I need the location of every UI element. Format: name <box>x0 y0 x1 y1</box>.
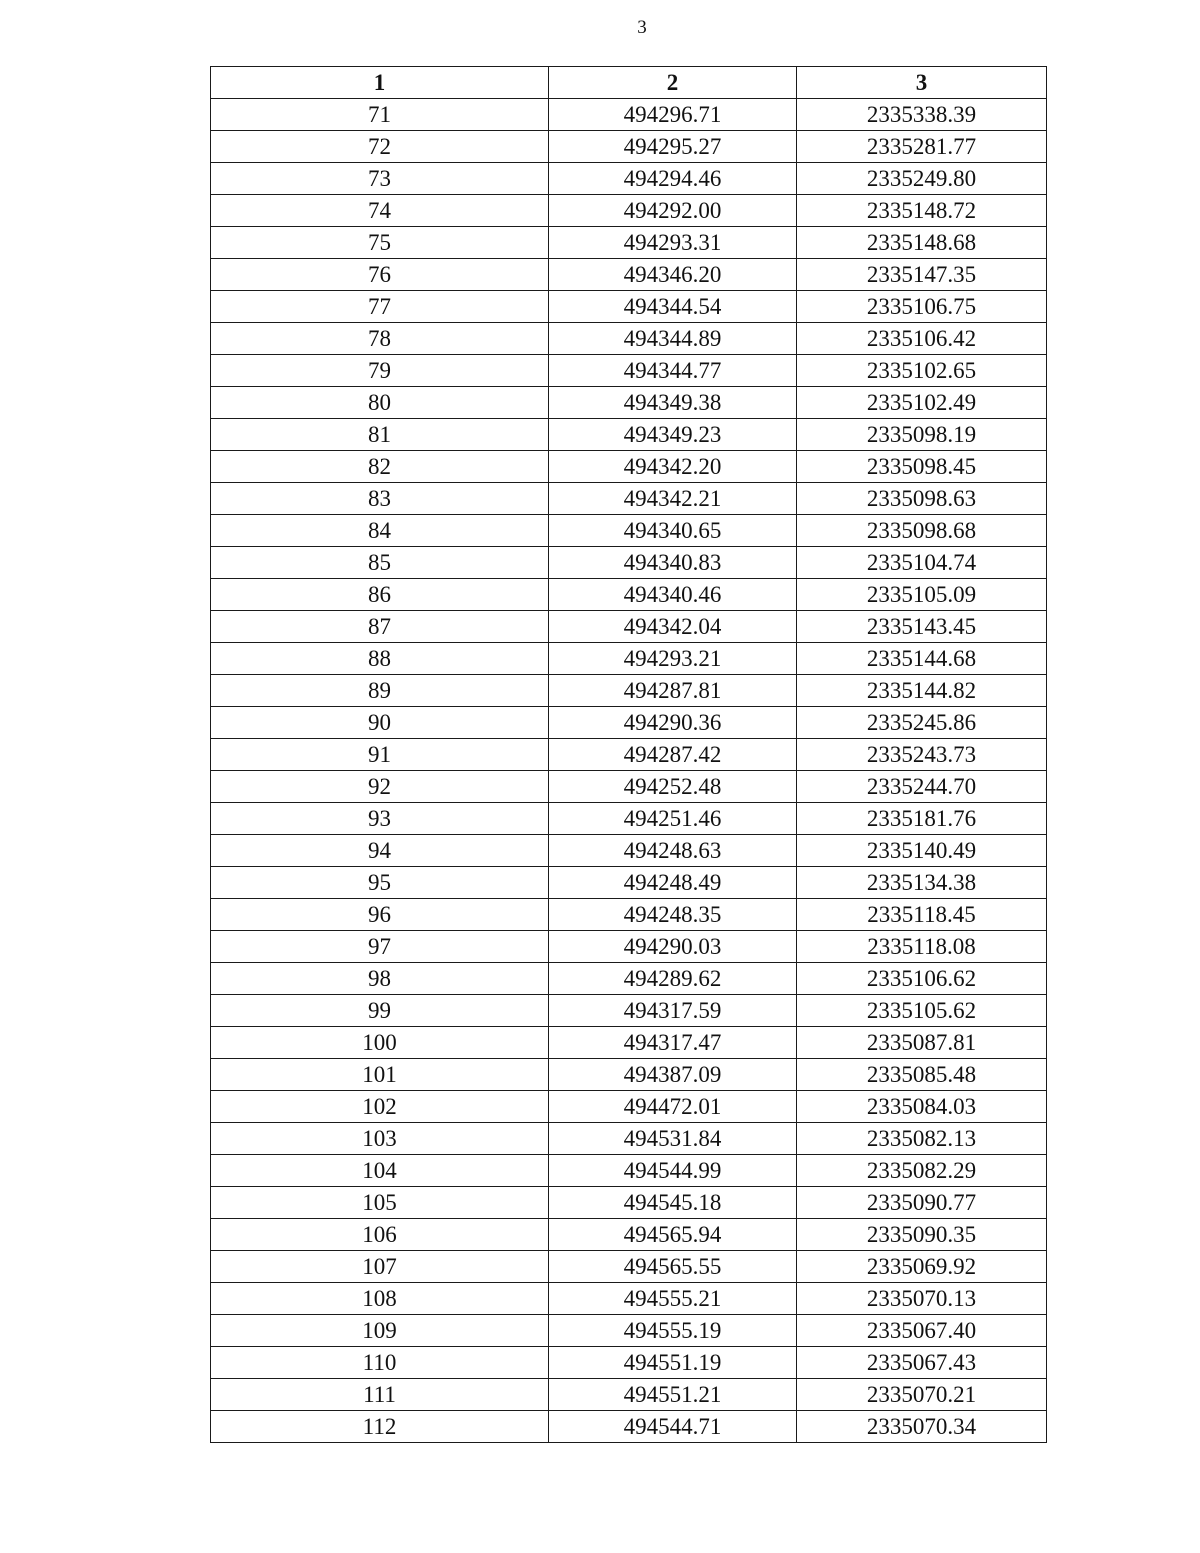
point-number-cell: 97 <box>211 931 549 963</box>
table-row <box>211 803 1047 835</box>
table-row <box>211 1187 1047 1219</box>
point-number-cell: 112 <box>211 1411 549 1443</box>
y-coordinate-cell: 2335098.63 <box>797 483 1047 515</box>
header-row <box>211 67 1047 99</box>
x-coordinate-cell: 494349.38 <box>549 387 797 419</box>
point-number-cell: 94 <box>211 835 549 867</box>
point-number-cell: 72 <box>211 131 549 163</box>
table-row <box>211 1027 1047 1059</box>
x-coordinate-cell: 494344.89 <box>549 323 797 355</box>
table-row <box>211 1251 1047 1283</box>
point-number-cell: 78 <box>211 323 549 355</box>
x-coordinate-cell: 494340.83 <box>549 547 797 579</box>
table-row <box>211 1091 1047 1123</box>
point-number-cell: 76 <box>211 259 549 291</box>
point-number-cell: 106 <box>211 1219 549 1251</box>
table-row <box>211 99 1047 131</box>
y-coordinate-cell: 2335144.68 <box>797 643 1047 675</box>
table-row <box>211 1411 1047 1443</box>
column-header-y-coordinate: 3 <box>797 67 1047 99</box>
x-coordinate-cell: 494346.20 <box>549 259 797 291</box>
y-coordinate-cell: 2335090.35 <box>797 1219 1047 1251</box>
x-coordinate-cell: 494349.23 <box>549 419 797 451</box>
x-coordinate-cell: 494252.48 <box>549 771 797 803</box>
table-row <box>211 163 1047 195</box>
y-coordinate-cell: 2335104.74 <box>797 547 1047 579</box>
page-number: 3 <box>637 17 647 38</box>
y-coordinate-cell: 2335067.43 <box>797 1347 1047 1379</box>
x-coordinate-cell: 494344.54 <box>549 291 797 323</box>
point-number-cell: 89 <box>211 675 549 707</box>
point-number-cell: 95 <box>211 867 549 899</box>
point-number-cell: 100 <box>211 1027 549 1059</box>
y-coordinate-cell: 2335082.29 <box>797 1155 1047 1187</box>
coordinates-table <box>210 66 1047 1443</box>
table-row <box>211 1155 1047 1187</box>
point-number-cell: 108 <box>211 1283 549 1315</box>
point-number-cell: 87 <box>211 611 549 643</box>
x-coordinate-cell: 494287.42 <box>549 739 797 771</box>
x-coordinate-cell: 494290.03 <box>549 931 797 963</box>
table-row <box>211 1219 1047 1251</box>
y-coordinate-cell: 2335067.40 <box>797 1315 1047 1347</box>
table-row <box>211 1379 1047 1411</box>
table-row <box>211 899 1047 931</box>
x-coordinate-cell: 494317.47 <box>549 1027 797 1059</box>
y-coordinate-cell: 2335102.65 <box>797 355 1047 387</box>
y-coordinate-cell: 2335181.76 <box>797 803 1047 835</box>
y-coordinate-cell: 2335147.35 <box>797 259 1047 291</box>
table-row <box>211 739 1047 771</box>
table-row <box>211 131 1047 163</box>
point-number-cell: 84 <box>211 515 549 547</box>
point-number-cell: 80 <box>211 387 549 419</box>
x-coordinate-cell: 494293.21 <box>549 643 797 675</box>
y-coordinate-cell: 2335106.62 <box>797 963 1047 995</box>
y-coordinate-cell: 2335070.34 <box>797 1411 1047 1443</box>
table-row <box>211 707 1047 739</box>
y-coordinate-cell: 2335118.45 <box>797 899 1047 931</box>
column-header-point-number: 1 <box>211 67 549 99</box>
point-number-cell: 91 <box>211 739 549 771</box>
point-number-cell: 107 <box>211 1251 549 1283</box>
point-number-cell: 109 <box>211 1315 549 1347</box>
x-coordinate-cell: 494545.18 <box>549 1187 797 1219</box>
x-coordinate-cell: 494544.71 <box>549 1411 797 1443</box>
x-coordinate-cell: 494551.21 <box>549 1379 797 1411</box>
x-coordinate-cell: 494340.65 <box>549 515 797 547</box>
y-coordinate-cell: 2335105.09 <box>797 579 1047 611</box>
table-row <box>211 547 1047 579</box>
point-number-cell: 92 <box>211 771 549 803</box>
point-number-cell: 74 <box>211 195 549 227</box>
table-row <box>211 291 1047 323</box>
x-coordinate-cell: 494551.19 <box>549 1347 797 1379</box>
x-coordinate-cell: 494344.77 <box>549 355 797 387</box>
point-number-cell: 99 <box>211 995 549 1027</box>
y-coordinate-cell: 2335134.38 <box>797 867 1047 899</box>
x-coordinate-cell: 494472.01 <box>549 1091 797 1123</box>
x-coordinate-cell: 494292.00 <box>549 195 797 227</box>
y-coordinate-cell: 2335244.70 <box>797 771 1047 803</box>
point-number-cell: 79 <box>211 355 549 387</box>
y-coordinate-cell: 2335098.45 <box>797 451 1047 483</box>
y-coordinate-cell: 2335281.77 <box>797 131 1047 163</box>
y-coordinate-cell: 2335140.49 <box>797 835 1047 867</box>
point-number-cell: 110 <box>211 1347 549 1379</box>
y-coordinate-cell: 2335069.92 <box>797 1251 1047 1283</box>
y-coordinate-cell: 2335106.75 <box>797 291 1047 323</box>
table-row <box>211 387 1047 419</box>
table-row <box>211 195 1047 227</box>
table-row <box>211 771 1047 803</box>
x-coordinate-cell: 494248.63 <box>549 835 797 867</box>
table-row <box>211 1123 1047 1155</box>
point-number-cell: 75 <box>211 227 549 259</box>
y-coordinate-cell: 2335082.13 <box>797 1123 1047 1155</box>
x-coordinate-cell: 494531.84 <box>549 1123 797 1155</box>
point-number-cell: 96 <box>211 899 549 931</box>
y-coordinate-cell: 2335338.39 <box>797 99 1047 131</box>
y-coordinate-cell: 2335249.80 <box>797 163 1047 195</box>
point-number-cell: 73 <box>211 163 549 195</box>
point-number-cell: 86 <box>211 579 549 611</box>
table-row <box>211 323 1047 355</box>
y-coordinate-cell: 2335245.86 <box>797 707 1047 739</box>
y-coordinate-cell: 2335143.45 <box>797 611 1047 643</box>
x-coordinate-cell: 494290.36 <box>549 707 797 739</box>
table-row <box>211 867 1047 899</box>
point-number-cell: 81 <box>211 419 549 451</box>
y-coordinate-cell: 2335102.49 <box>797 387 1047 419</box>
point-number-cell: 77 <box>211 291 549 323</box>
y-coordinate-cell: 2335090.77 <box>797 1187 1047 1219</box>
table-row <box>211 259 1047 291</box>
x-coordinate-cell: 494287.81 <box>549 675 797 707</box>
point-number-cell: 88 <box>211 643 549 675</box>
table-row <box>211 963 1047 995</box>
table-row <box>211 1283 1047 1315</box>
point-number-cell: 85 <box>211 547 549 579</box>
table-header <box>211 67 1047 99</box>
x-coordinate-cell: 494295.27 <box>549 131 797 163</box>
column-header-x-coordinate: 2 <box>549 67 797 99</box>
y-coordinate-cell: 2335105.62 <box>797 995 1047 1027</box>
y-coordinate-cell: 2335106.42 <box>797 323 1047 355</box>
y-coordinate-cell: 2335070.13 <box>797 1283 1047 1315</box>
x-coordinate-cell: 494565.94 <box>549 1219 797 1251</box>
x-coordinate-cell: 494342.20 <box>549 451 797 483</box>
point-number-cell: 105 <box>211 1187 549 1219</box>
x-coordinate-cell: 494317.59 <box>549 995 797 1027</box>
table-row <box>211 227 1047 259</box>
x-coordinate-cell: 494565.55 <box>549 1251 797 1283</box>
table-row <box>211 451 1047 483</box>
x-coordinate-cell: 494294.46 <box>549 163 797 195</box>
table-row <box>211 931 1047 963</box>
table-row <box>211 355 1047 387</box>
y-coordinate-cell: 2335087.81 <box>797 1027 1047 1059</box>
point-number-cell: 104 <box>211 1155 549 1187</box>
y-coordinate-cell: 2335144.82 <box>797 675 1047 707</box>
x-coordinate-cell: 494289.62 <box>549 963 797 995</box>
y-coordinate-cell: 2335118.08 <box>797 931 1047 963</box>
y-coordinate-cell: 2335098.68 <box>797 515 1047 547</box>
x-coordinate-cell: 494555.19 <box>549 1315 797 1347</box>
table-row <box>211 1059 1047 1091</box>
x-coordinate-cell: 494296.71 <box>549 99 797 131</box>
x-coordinate-cell: 494342.21 <box>549 483 797 515</box>
point-number-cell: 83 <box>211 483 549 515</box>
y-coordinate-cell: 2335084.03 <box>797 1091 1047 1123</box>
x-coordinate-cell: 494340.46 <box>549 579 797 611</box>
y-coordinate-cell: 2335098.19 <box>797 419 1047 451</box>
table-row <box>211 483 1047 515</box>
y-coordinate-cell: 2335243.73 <box>797 739 1047 771</box>
table-row <box>211 611 1047 643</box>
table-row <box>211 515 1047 547</box>
x-coordinate-cell: 494248.49 <box>549 867 797 899</box>
table-row <box>211 675 1047 707</box>
x-coordinate-cell: 494342.04 <box>549 611 797 643</box>
point-number-cell: 103 <box>211 1123 549 1155</box>
table-row <box>211 1347 1047 1379</box>
point-number-cell: 82 <box>211 451 549 483</box>
table-row <box>211 835 1047 867</box>
point-number-cell: 93 <box>211 803 549 835</box>
x-coordinate-cell: 494555.21 <box>549 1283 797 1315</box>
point-number-cell: 98 <box>211 963 549 995</box>
table-row <box>211 579 1047 611</box>
table-body <box>211 99 1047 1443</box>
point-number-cell: 90 <box>211 707 549 739</box>
x-coordinate-cell: 494293.31 <box>549 227 797 259</box>
point-number-cell: 101 <box>211 1059 549 1091</box>
x-coordinate-cell: 494248.35 <box>549 899 797 931</box>
table-row <box>211 419 1047 451</box>
table-row <box>211 995 1047 1027</box>
point-number-cell: 111 <box>211 1379 549 1411</box>
point-number-cell: 102 <box>211 1091 549 1123</box>
x-coordinate-cell: 494387.09 <box>549 1059 797 1091</box>
point-number-cell: 71 <box>211 99 549 131</box>
x-coordinate-cell: 494544.99 <box>549 1155 797 1187</box>
y-coordinate-cell: 2335085.48 <box>797 1059 1047 1091</box>
x-coordinate-cell: 494251.46 <box>549 803 797 835</box>
y-coordinate-cell: 2335148.68 <box>797 227 1047 259</box>
y-coordinate-cell: 2335148.72 <box>797 195 1047 227</box>
table-row <box>211 1315 1047 1347</box>
table-row <box>211 643 1047 675</box>
y-coordinate-cell: 2335070.21 <box>797 1379 1047 1411</box>
